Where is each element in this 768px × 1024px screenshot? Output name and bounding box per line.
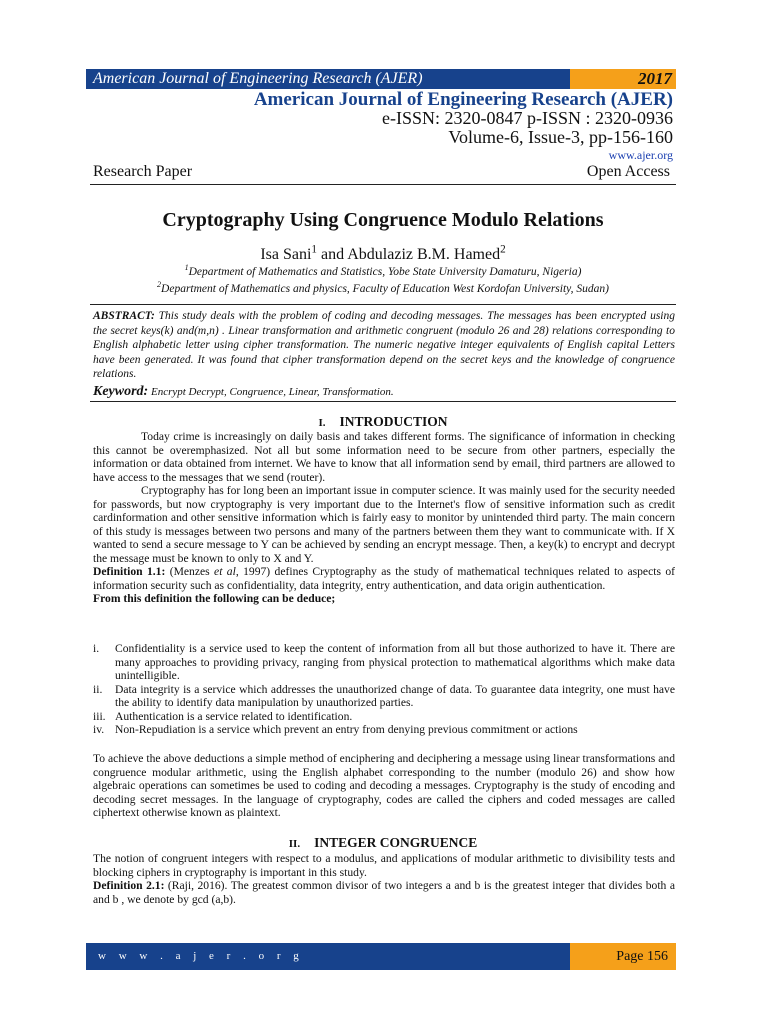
list-item-text: Data integrity is a service which addresses the unauthorized change of data. To guarantee data integrity, one must have the ability to identify data manipulation by unauthorized parties. bbox=[115, 682, 675, 709]
abstract bbox=[93, 309, 675, 382]
deduce-heading-text: From this definition the following can be deduce; bbox=[93, 592, 336, 605]
keywords-text: Encrypt Decrypt, Congruence, Linear, Transformation. bbox=[148, 386, 394, 398]
definition-1-1-etal: et al bbox=[214, 565, 236, 578]
section-1-number: I. bbox=[318, 417, 326, 429]
authors bbox=[90, 243, 676, 264]
access-type: Open Access bbox=[586, 163, 670, 180]
list-item-text: Non-Repudiation is a service which prevent an entry from denying previous commitment or actions bbox=[115, 723, 578, 736]
page-number: Page 156 bbox=[616, 949, 668, 964]
list-marker: ii. bbox=[93, 682, 103, 696]
deduce-heading bbox=[93, 592, 675, 606]
list-marker: iii. bbox=[93, 709, 106, 723]
journal-url-link[interactable]: www.ajer.org bbox=[608, 148, 673, 162]
list-item-text: Authentication is a service related to identification. bbox=[115, 709, 353, 723]
section-2-body bbox=[93, 852, 675, 906]
section-2-number: II. bbox=[288, 838, 301, 850]
abstract-rule-top bbox=[90, 304, 676, 305]
abstract-rule-bottom bbox=[90, 401, 676, 402]
list-item bbox=[93, 642, 675, 683]
journal-name: American Journal of Engineering Research (AJER) bbox=[253, 89, 673, 110]
paper-type: Research Paper bbox=[93, 163, 193, 180]
definition-1-1-label: Definition 1.1: bbox=[93, 565, 166, 578]
affiliation-2-sup: 2 bbox=[157, 280, 162, 290]
list-marker: i. bbox=[93, 642, 100, 655]
intro-paragraph-3: To achieve the above deductions a simple method of enciphering and deciphering a message using linear transformations and congruence modular arithmetic, using the English alphabet corresponding to the number (modulo 26) and show how algebraic operations can sometimes be used to coding and decoding a messages. Cryptography is the study of encoding and decoding secret messages. In the language of cryptography, codes are called the ciphers and coded messages are called ciphertext otherwise known as plaintext. bbox=[93, 752, 675, 819]
affiliation-1-sup: 1 bbox=[184, 263, 189, 273]
list-item bbox=[93, 683, 675, 710]
footer-url-link[interactable]: w w w . a j e r . o r g bbox=[98, 950, 304, 962]
affiliation-1 bbox=[90, 263, 676, 278]
deduction-list bbox=[93, 642, 675, 737]
section-2-paragraph-1: The notion of congruent integers with respect to a modulus, and applications of modular arithmetic to divisibility tests and blocking ciphers in cryptography is important in this study. bbox=[93, 852, 675, 879]
list-item-text: Confidentiality is a service used to keep the content of information from all but those authorized to have it. There are many approaches to providing privacy, ranging from physical protection to mathematical algorithms which make data unintelligible. bbox=[115, 642, 675, 682]
abstract-text: This study deals with the problem of coding and decoding messages. The messages has been encrypted using the secret keys(k) and(m,n) . Linear transformation and arithmetic congruent (modulo 26 and 28) relations corresponding to English alphabetic letter using cipher transformation. The numeric negative integer equivalents of English capital Letters have been generated. It was found that cipher transformation depend on the secret keys and the knowledge of congruence relations. bbox=[93, 310, 675, 380]
section-1-title: INTRODUCTION bbox=[339, 414, 448, 429]
section-1-heading bbox=[90, 414, 676, 430]
keywords bbox=[93, 384, 394, 400]
definition-2-1-text: (Raji, 2016). The greatest common divisor of two integers a and b is the greatest integer that divides both a and b , we denote by gcd (a,b). bbox=[93, 879, 675, 906]
header-rule bbox=[90, 184, 676, 185]
definition-2-1-label: Definition 2.1: bbox=[93, 879, 165, 892]
definition-1-1-text: , 1997) defines Cryptography as the study of mathematical techniques related to aspects of information security such as confidentiality, data integrity, entry authentication, and data origin authentication. bbox=[93, 565, 675, 592]
authors-and: and bbox=[317, 246, 348, 263]
definition-2-1 bbox=[93, 879, 675, 906]
author-2-sup: 2 bbox=[500, 243, 506, 256]
author-1-sup: 1 bbox=[311, 243, 318, 256]
list-item bbox=[93, 710, 675, 724]
section-2-title: INTEGER CONGRUENCE bbox=[314, 835, 478, 850]
author-2: Abdulaziz B.M. Hamed bbox=[347, 246, 501, 263]
definition-1-1-pre: (Menzes bbox=[165, 565, 215, 578]
paper-title: Cryptography Using Congruence Modulo Relations bbox=[162, 209, 604, 231]
author-1: Isa Sani bbox=[260, 246, 312, 263]
issn: e-ISSN: 2320-0847 p-ISSN : 2320-0936 bbox=[382, 108, 673, 128]
list-item bbox=[93, 723, 675, 737]
section-2-heading bbox=[90, 835, 676, 851]
intro-paragraph-1: Today crime is increasingly on daily basis and takes different forms. The significance of information in checking this cannot be overemphasized. Not all but some information need to be secure from other partners, especially the information or data obtained from internet. We have to know that all information send by email, third partners are allowed to have access to the messages that we send (router). bbox=[93, 430, 675, 484]
header-year: 2017 bbox=[638, 69, 672, 88]
intro-paragraph-2: Cryptography has for long been an important issue in computer science. It was mainly used for the security needed for passwords, but now cryptography is very important due to the Internet's flow of sensitive information such as credit cardinformation and other sensitive information which is fairly easy to monitor by unintended third party. The main concern of this study is messages between two persons and many of the partners between them they want to communicate with. If X wanted to send a secure message to Y can be achieved by sending an encrypt message. Then, a key(k) to encrypt and decrypt the message must be known to only to X and Y. bbox=[93, 484, 675, 565]
list-marker: iv. bbox=[93, 723, 105, 736]
header-journal-band-text: American Journal of Engineering Research (AJER) bbox=[93, 70, 423, 87]
affiliation-1-text: Department of Mathematics and Statistics, Yobe State University Damaturu, Nigeria) bbox=[188, 266, 582, 278]
intro-body bbox=[93, 430, 675, 606]
abstract-label: ABSTRACT: bbox=[93, 310, 155, 322]
affiliation-2-text: Department of Mathematics and physics, Faculty of Education West Kordofan University, Sudan) bbox=[161, 283, 609, 295]
volume-info: Volume-6, Issue-3, pp-156-160 bbox=[448, 127, 673, 147]
keywords-label: Keyword: bbox=[93, 384, 149, 399]
affiliation-2 bbox=[90, 280, 676, 295]
definition-1-1 bbox=[93, 565, 675, 592]
